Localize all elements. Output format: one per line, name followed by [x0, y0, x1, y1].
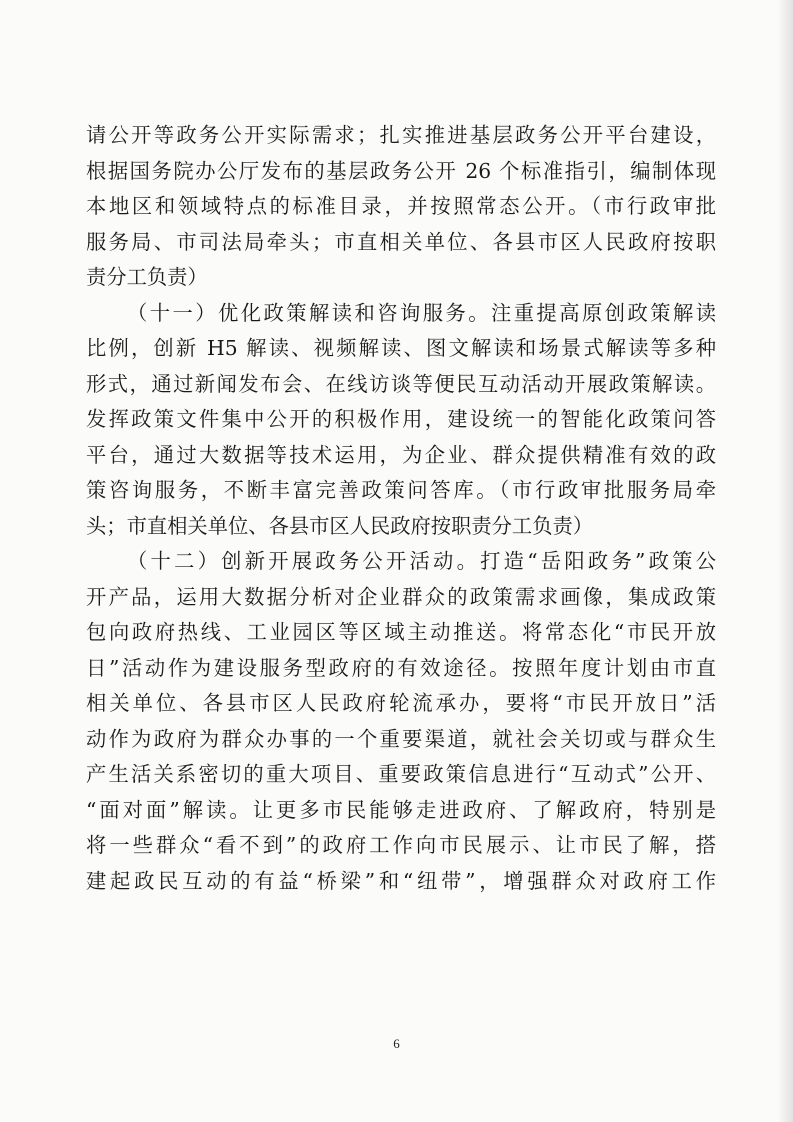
text-line-20: “面对面”解读。让更多市民能够走进政府、了解政府，特别是: [86, 797, 716, 822]
body-text: [86, 118, 716, 899]
text-line-21: 将一些群众“看不到”的政府工作向市民展示、让市民了解，搭: [86, 833, 716, 857]
text-line-22: 建起政民互动的有益“桥梁”和“纽带”，增强群众对政府工作: [86, 868, 716, 893]
text-line-8: 形式，通过新闻发布会、在线访谈等便民互动活动开展政策解读。: [86, 371, 716, 396]
text-line-18: 动作为政府为群众办事的一个重要渠道，就社会关切或与群众生: [86, 726, 716, 751]
text-line-16: 日”活动作为建设服务型政府的有效途径。按照年度计划由市直: [86, 655, 716, 680]
text-line-10: 平台，通过大数据等技术运用，为企业、群众提供精准有效的政: [86, 442, 716, 467]
text-line-3: 本地区和领域特点的标准目录，并按照常态公开。（市行政审批: [86, 194, 716, 218]
text-line-12: 头；市直相关单位、各县市区人民政府按职责分工负责）: [86, 513, 594, 538]
text-line-11: 策咨询服务，不断丰富完善政策问答库。（市行政审批服务局牵: [86, 478, 716, 502]
text-line-5: 责分工负责）: [86, 265, 208, 289]
page-number: 6: [393, 1036, 400, 1051]
text-line-15: 包向政府热线、工业园区等区域主动推送。将常态化“市民开放: [86, 620, 716, 644]
text-line-2: 根据国务院办公厅发布的基层政务公开 26 个标准指引，编制体现: [86, 158, 716, 183]
section-12-heading-line: （十二）创新开展政务公开活动。打造“岳阳政务”政策公: [127, 549, 716, 573]
text-line-14: 开产品，运用大数据分析对企业群众的政策需求画像，集成政策: [86, 584, 716, 609]
text-line-7: 比例，创新 H5 解读、视频解读、图文解读和场景式解读等多种: [86, 336, 716, 360]
text-line-17: 相关单位、各县市区人民政府轮流承办，要将“市民开放日”活: [86, 691, 716, 715]
text-line-9: 发挥政策文件集中公开的积极作用，建设统一的智能化政策问答: [86, 407, 716, 431]
text-line-4: 服务局、市司法局牵头；市直相关单位、各县市区人民政府按职: [86, 229, 716, 254]
text-line-19: 产生活关系密切的重大项目、重要政策信息进行“互动式”公开、: [86, 762, 716, 786]
scan-edge-shadow: [777, 0, 793, 1122]
text-line-1: 请公开等政务公开实际需求；扎实推进基层政务公开平台建设，: [86, 123, 716, 147]
section-11-heading-line: （十一）优化政策解读和咨询服务。注重提高原创政策解读: [127, 300, 716, 325]
